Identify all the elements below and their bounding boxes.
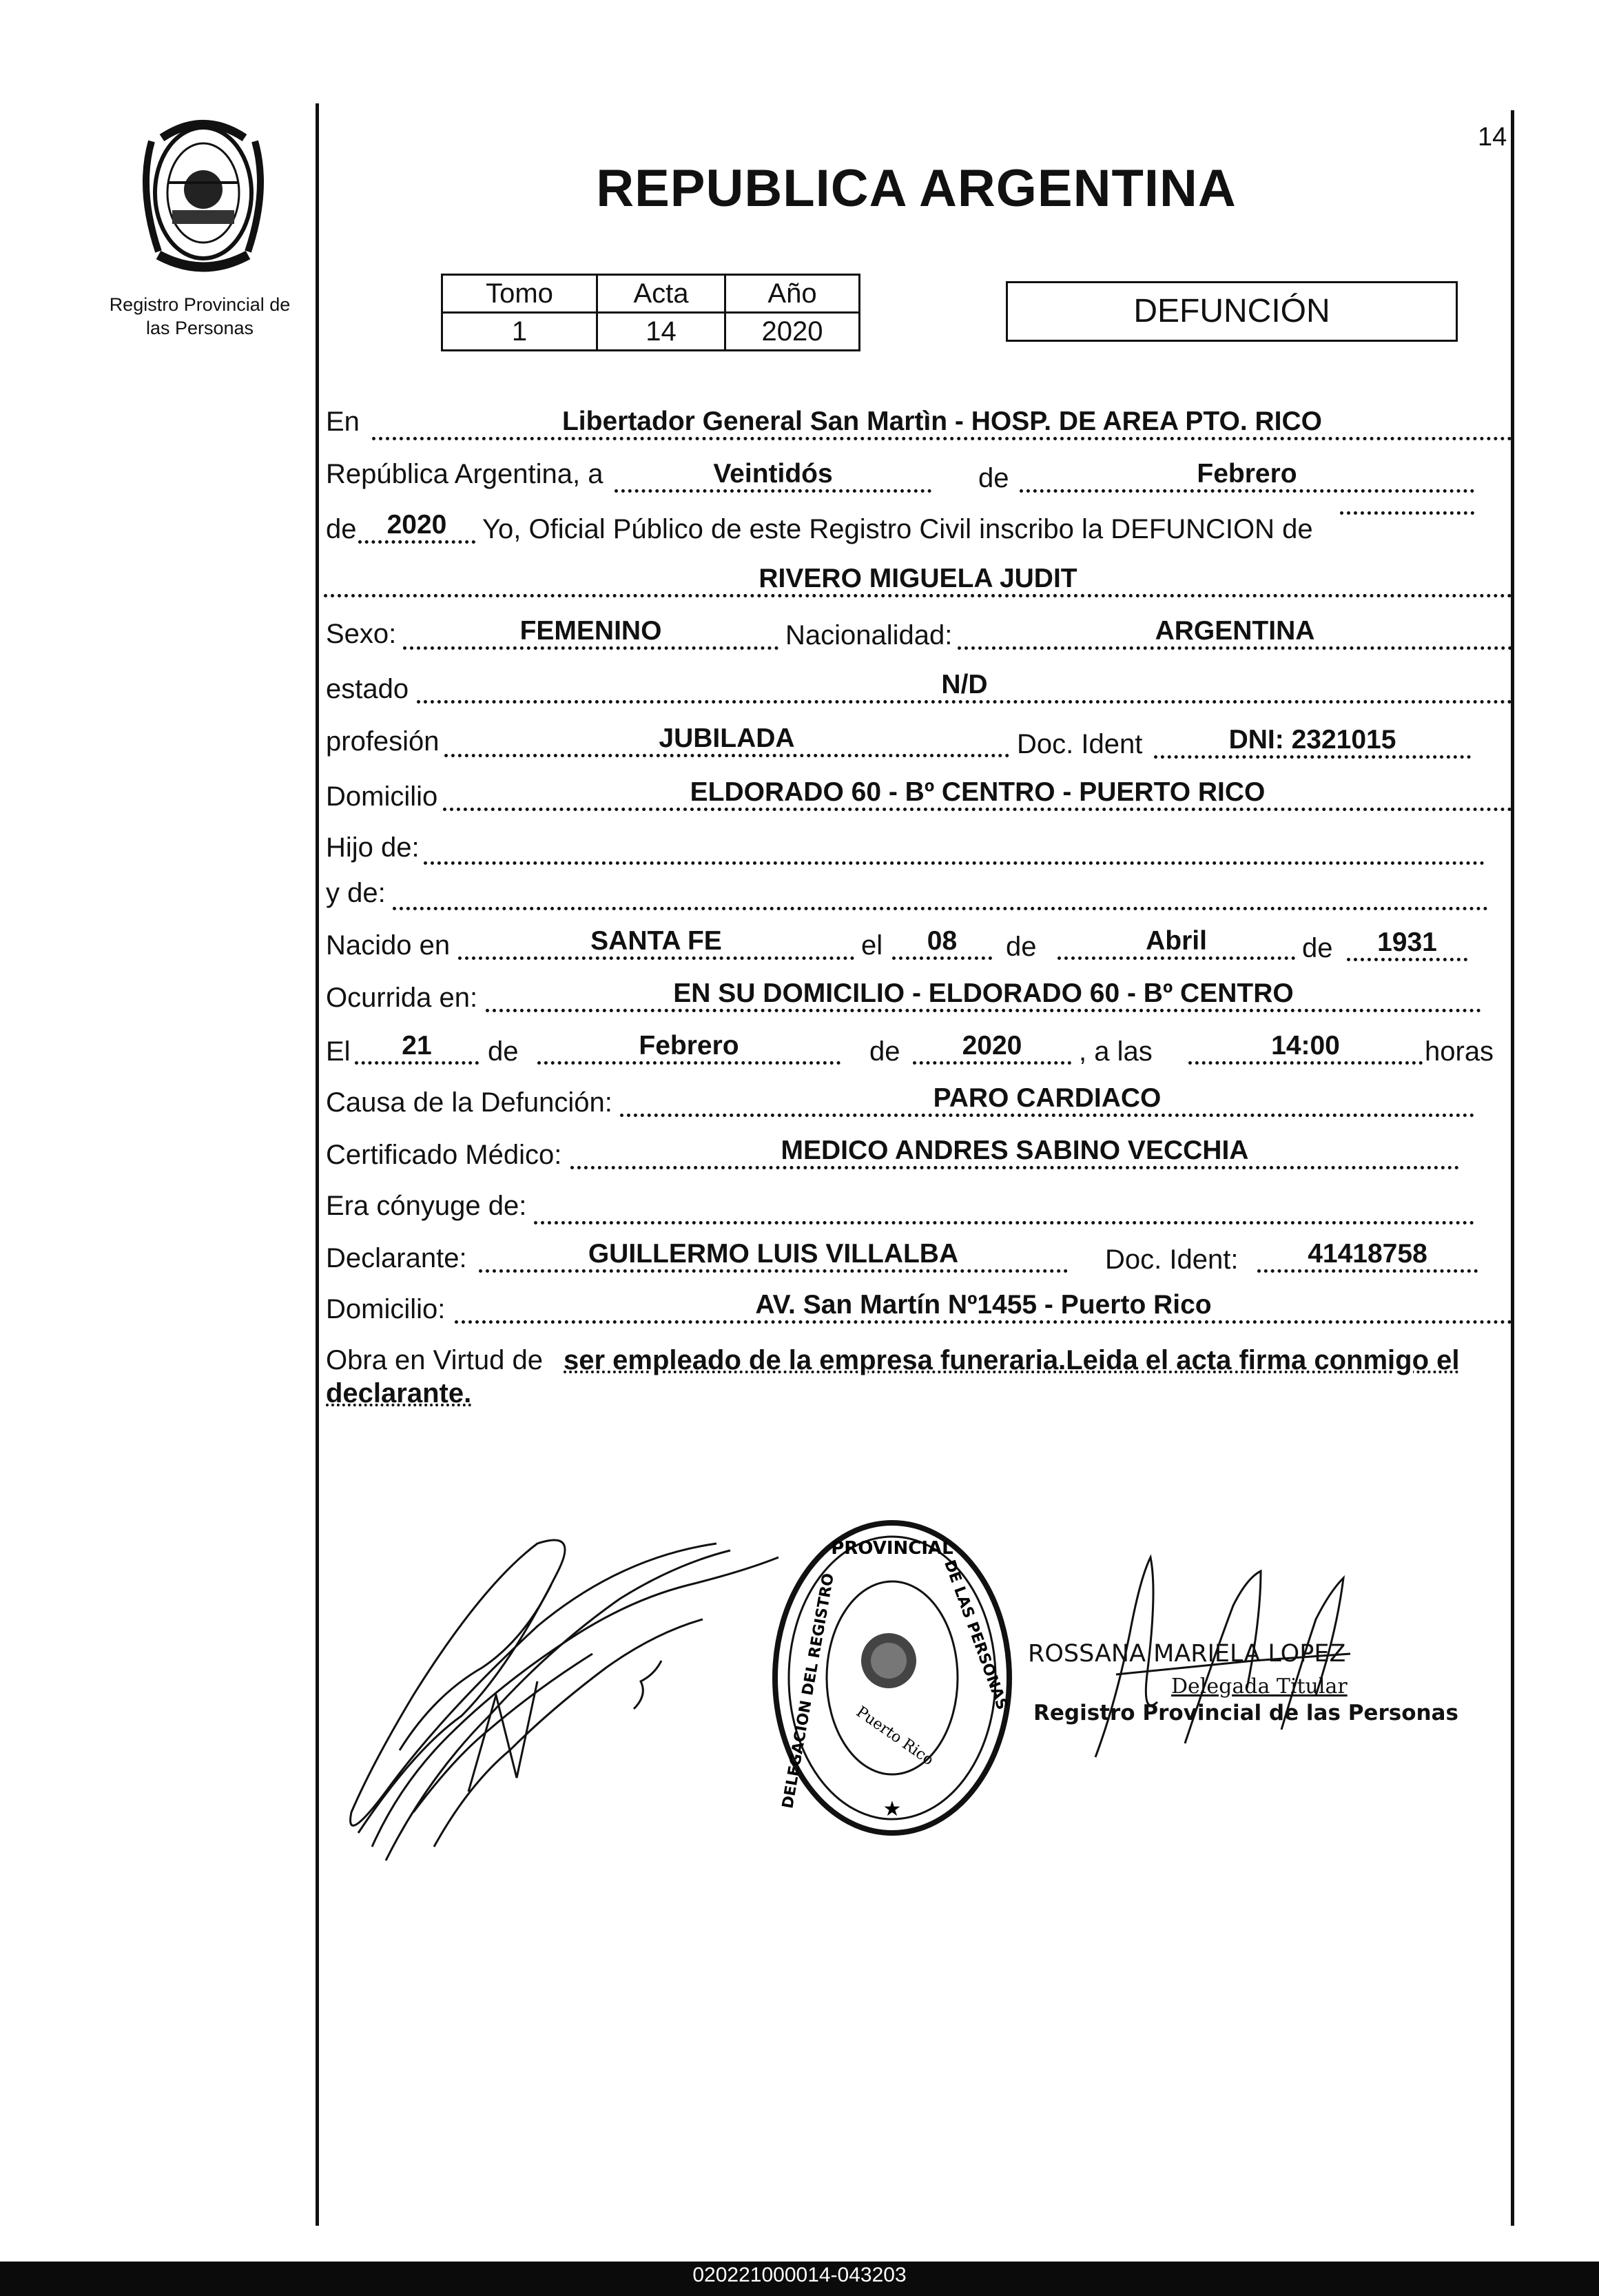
nacionalidad-label: Nacionalidad: [785, 620, 953, 650]
acta-value: 14 [597, 313, 725, 351]
en-label: En [326, 407, 360, 437]
declarante-doc-label: Doc. Ident: [1105, 1244, 1239, 1275]
anio-header: Año [725, 275, 860, 313]
el-label: el [861, 930, 883, 961]
conyuge-value [534, 1189, 1474, 1224]
anio-value: 2020 [725, 313, 860, 351]
obra-value-line1: ser empleado de la empresa funeraria.Leida el acta firma conmigo el [564, 1345, 1460, 1375]
day-text: Veintidós [615, 459, 931, 493]
doc-ident-value: DNI: 2321015 [1154, 725, 1471, 759]
ocurrida-value: EN SU DOMICILIO - ELDORADO 60 - Bº CENTRO [486, 978, 1481, 1012]
svg-text:★: ★ [883, 1797, 902, 1821]
conyuge-label: Era cónyuge de: [326, 1191, 527, 1221]
death-de1: de [488, 1036, 519, 1067]
svg-text:PROVINCIAL: PROVINCIAL [831, 1538, 953, 1559]
yo-text: Yo, Oficial Público de este Registro Civil inscribo la DEFUNCION de [482, 514, 1313, 544]
declarante-label: Declarante: [326, 1243, 467, 1273]
tomo-header: Tomo [442, 275, 597, 313]
ocurrida-label: Ocurrida en: [326, 983, 478, 1013]
alas-label: , a las [1079, 1036, 1153, 1067]
decl-domicilio-value: AV. San Martín Nº1455 - Puerto Rico [455, 1290, 1512, 1324]
nacionalidad-value: ARGENTINA [958, 616, 1512, 650]
nacido-value: SANTA FE [458, 926, 854, 960]
estado-value: N/D [417, 670, 1512, 704]
signatory-organization: Registro Provincial de las Personas [1033, 1701, 1458, 1725]
declarante-signature [331, 1488, 813, 1874]
year-value: 2020 [358, 510, 475, 544]
nacido-label: Nacido en [326, 930, 451, 961]
horas-label: horas [1425, 1036, 1494, 1067]
page-number: 14 [1478, 123, 1507, 152]
death-de2: de [869, 1036, 900, 1067]
el2-label: El [326, 1036, 351, 1067]
causa-value: PARO CARDIACO [620, 1083, 1474, 1117]
profesion-value: JUBILADA [444, 724, 1009, 757]
death-month: Febrero [537, 1031, 840, 1065]
en-value: Libertador General San Martìn - HOSP. DE AREA PTO. RICO [372, 407, 1512, 440]
profesion-label: profesión [326, 726, 440, 757]
yde-label: y de: [326, 878, 386, 908]
birth-day: 08 [892, 926, 992, 960]
death-time: 14:00 [1188, 1031, 1423, 1065]
year-prefix: de [326, 514, 357, 544]
sexo-value: FEMENINO [403, 616, 778, 650]
domicilio-value: ELDORADO 60 - Bº CENTRO - PUERTO RICO [443, 777, 1512, 811]
hijo-label: Hijo de: [326, 832, 420, 863]
doc-ident-label: Doc. Ident [1017, 729, 1143, 759]
signatory-name: ROSSANA MARIELA LOPEZ [1028, 1640, 1346, 1668]
birth-de1: de [1006, 932, 1037, 962]
birth-year: 1931 [1347, 927, 1467, 961]
sexo-label: Sexo: [326, 619, 397, 649]
obra-label: Obra en Virtud de [326, 1345, 544, 1375]
document-type-box: DEFUNCIÓN [1006, 281, 1458, 342]
obra-value-line2: declarante. [326, 1378, 472, 1408]
hijo-value [424, 830, 1485, 865]
domicilio-label: Domicilio [326, 781, 438, 812]
birth-de2: de [1302, 933, 1333, 963]
svg-text:Puerto Rico: Puerto Rico [853, 1703, 937, 1770]
official-seal [765, 1513, 1020, 1843]
causa-label: Causa de la Defunción: [326, 1087, 612, 1118]
death-year: 2020 [913, 1031, 1071, 1065]
decl-domicilio-label: Domicilio: [326, 1294, 446, 1324]
tomo-value: 1 [442, 313, 597, 351]
de-label: de [978, 463, 1009, 493]
declarante-doc-value: 41418758 [1257, 1239, 1478, 1273]
svg-text:DELEGACION DEL REGISTRO: DELEGACION DEL REGISTRO [779, 1572, 838, 1810]
month-text: Febrero [1020, 459, 1474, 493]
acta-table [441, 274, 860, 351]
left-margin-line [316, 103, 319, 2226]
estado-label: estado [326, 674, 409, 704]
certificado-value: MEDICO ANDRES SABINO VECCHIA [570, 1136, 1459, 1169]
death-day: 21 [355, 1031, 479, 1065]
yde-value [393, 875, 1488, 910]
signatory-role: Delegada Titular [1171, 1674, 1348, 1699]
svg-text:DE LAS PERSONAS: DE LAS PERSONAS [940, 1557, 1011, 1712]
republica-label: República Argentina, a [326, 459, 604, 489]
declarante-value: GUILLERMO LUIS VILLALBA [479, 1239, 1068, 1273]
certificado-label: Certificado Médico: [326, 1140, 562, 1170]
acta-header: Acta [597, 275, 725, 313]
registry-caption: Registro Provincial de las Personas [109, 294, 291, 338]
yo-filler [1340, 511, 1474, 515]
document-title: REPUBLICA ARGENTINA [596, 159, 1237, 218]
birth-month: Abril [1058, 926, 1295, 960]
deceased-name: RIVERO MIGUELA JUDIT [324, 564, 1512, 597]
footer-code: 020221000014-043203 [692, 2264, 907, 2286]
